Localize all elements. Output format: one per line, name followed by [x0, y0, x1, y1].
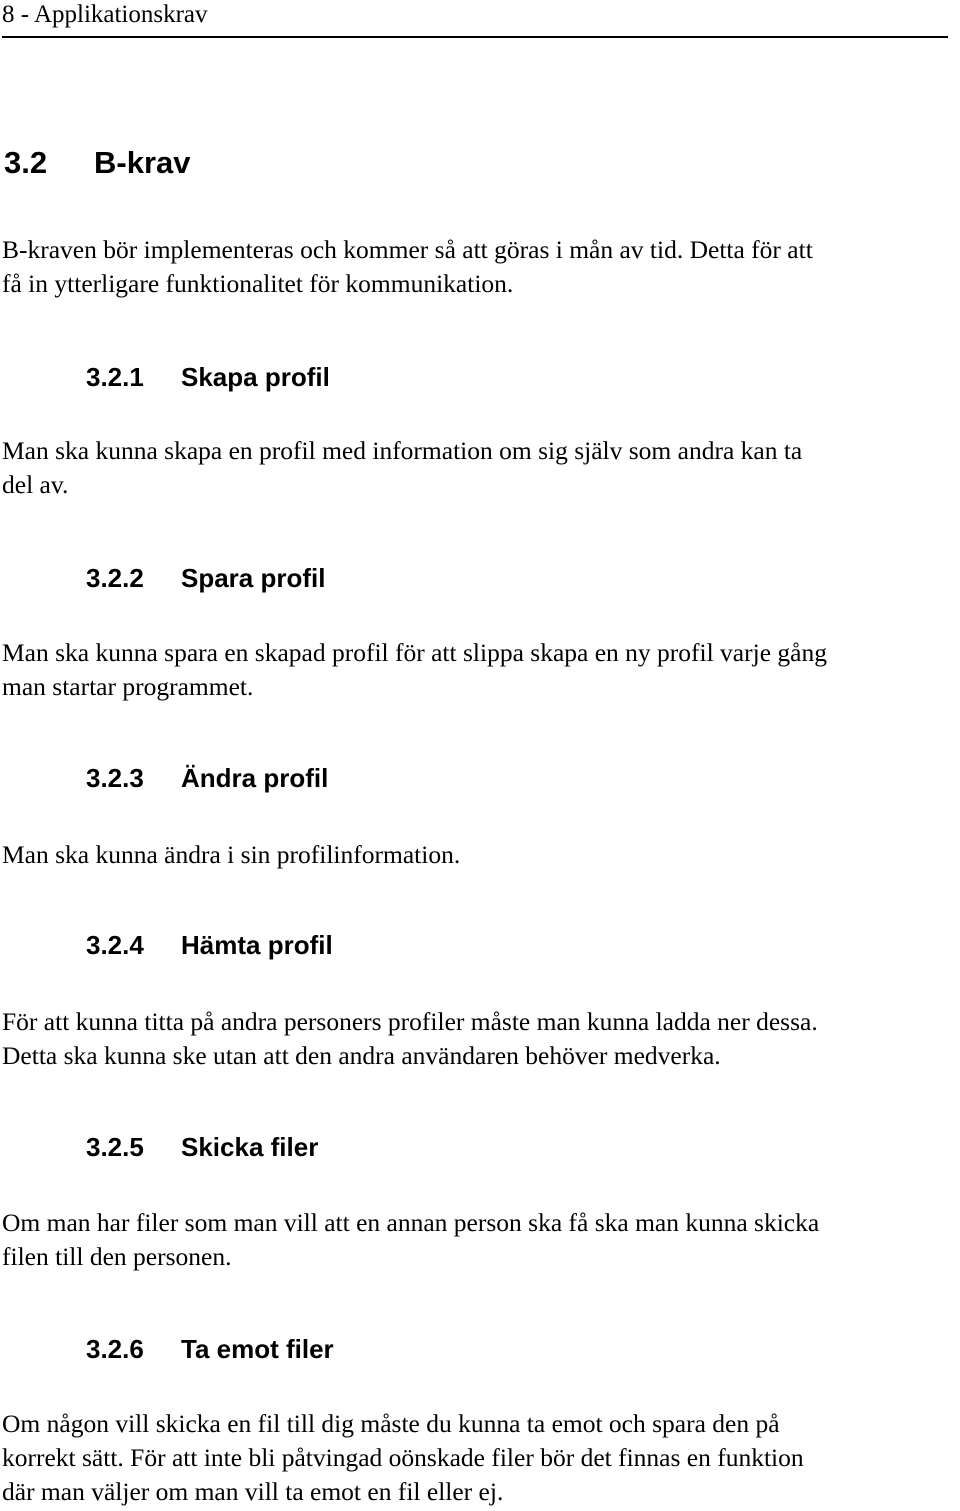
paragraph-line: del av.	[2, 470, 69, 499]
subsection-heading	[86, 362, 330, 393]
subsection-heading	[86, 1334, 334, 1365]
paragraph-line: Om man har filer som man vill att en annan person ska få ska man kunna skicka	[2, 1208, 820, 1237]
section-number: 3.2	[4, 145, 48, 180]
subsection-title: Skicka filer	[181, 1132, 319, 1162]
subsection-number: 3.2.1	[86, 362, 144, 392]
subsection-paragraph	[2, 1005, 957, 1073]
paragraph-line: filen till den personen.	[2, 1242, 232, 1271]
subsection-paragraph	[2, 434, 957, 502]
subsection-number: 3.2.2	[86, 563, 144, 593]
subsection-number: 3.2.5	[86, 1132, 144, 1162]
subsection-paragraph	[2, 1407, 957, 1509]
subsection-heading	[86, 930, 333, 961]
subsection-paragraph	[2, 838, 957, 872]
page-header: 8 - Applikationskrav	[2, 0, 948, 38]
subsection-title: Ändra profil	[181, 763, 329, 793]
subsection-paragraph	[2, 636, 957, 704]
subsection-paragraph	[2, 1206, 957, 1274]
paragraph-line: korrekt sätt. För att inte bli påtvingad oönskade filer bör det finnas en funktion	[2, 1443, 804, 1472]
subsection-title: Skapa profil	[181, 362, 330, 392]
paragraph-line: man startar programmet.	[2, 672, 254, 701]
subsection-number: 3.2.6	[86, 1334, 144, 1364]
paragraph-line: Man ska kunna spara en skapad profil för att slippa skapa en ny profil varje gång	[2, 638, 827, 667]
paragraph-line: Man ska kunna skapa en profil med information om sig själv som andra kan ta	[2, 436, 803, 465]
paragraph-line: där man väljer om man vill ta emot en fil eller ej.	[2, 1477, 504, 1506]
paragraph-line: Om någon vill skicka en fil till dig måste du kunna ta emot och spara den på	[2, 1409, 780, 1438]
subsection-title: Hämta profil	[181, 930, 333, 960]
section-heading	[4, 145, 191, 181]
subsection-heading	[86, 763, 328, 794]
subsection-number: 3.2.3	[86, 763, 144, 793]
paragraph-line: Detta ska kunna ske utan att den andra användaren behöver medverka.	[2, 1041, 721, 1070]
paragraph-line: Man ska kunna ändra i sin profilinformation.	[2, 840, 461, 869]
paragraph-line: För att kunna titta på andra personers profiler måste man kunna ladda ner dessa.	[2, 1007, 818, 1036]
subsection-heading	[86, 1132, 318, 1163]
subsection-title: Spara profil	[181, 563, 326, 593]
intro-paragraph	[2, 233, 957, 301]
subsection-title: Ta emot filer	[181, 1334, 334, 1364]
subsection-heading	[86, 563, 325, 594]
subsection-number: 3.2.4	[86, 930, 144, 960]
paragraph-line: få in ytterligare funktionalitet för kommunikation.	[2, 269, 514, 298]
section-title: B-krav	[94, 145, 191, 180]
paragraph-line: B-kraven bör implementeras och kommer så att göras i mån av tid. Detta för att	[2, 235, 813, 264]
